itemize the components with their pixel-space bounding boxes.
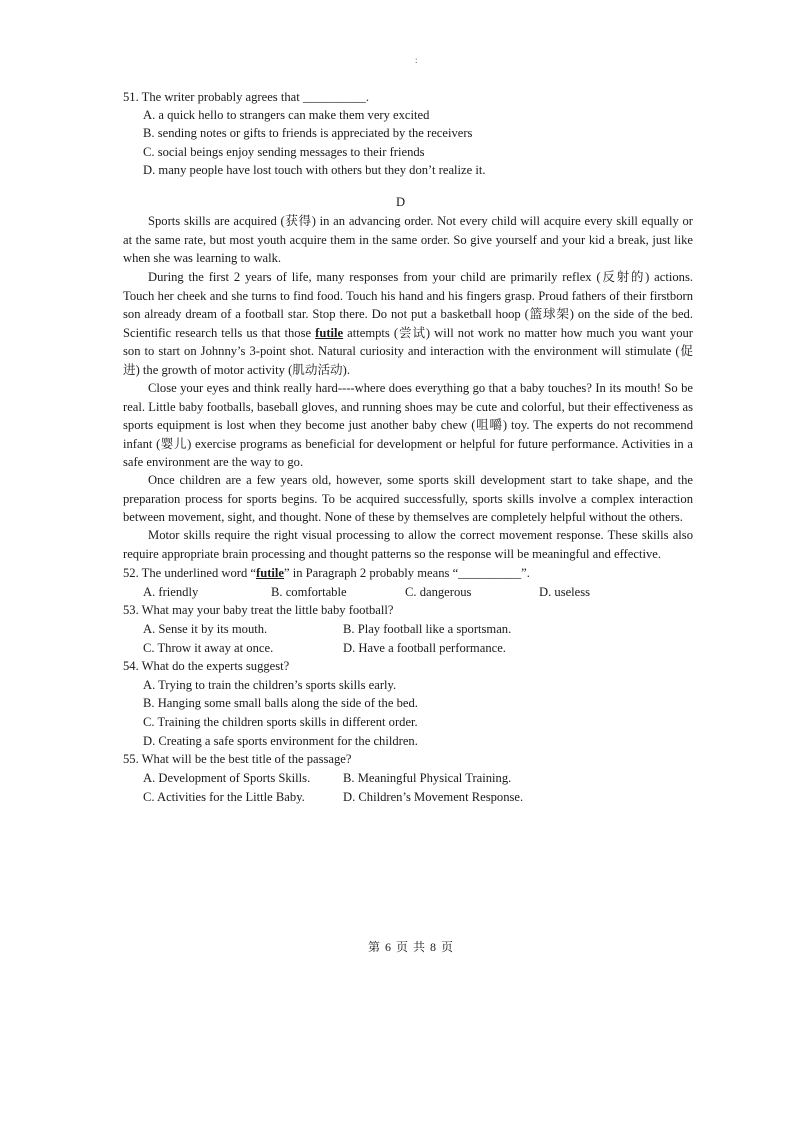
option-c: C. Training the children sports skills in different order. <box>143 715 418 729</box>
paragraph-4: Once children are a few years old, however, some sports skill development start to take shape, and the preparation process for sports begins. To be acquired successfully, sports skills involve a complex interaction between movement, sight, and thought. None of these by themselves are completely helpful without the others. <box>123 473 693 525</box>
stem-text: ” in Paragraph 2 probably means “__________”. <box>284 566 530 580</box>
scan-mark: : <box>415 55 418 65</box>
question-stem: 54. What do the experts suggest? <box>123 659 290 673</box>
paragraph-2 <box>123 268 693 380</box>
option-d: D. Children’s Movement Response. <box>343 790 524 804</box>
question-stem <box>123 565 530 581</box>
option-b: B. Play football like a sportsman. <box>343 622 512 636</box>
option-d: D. useless <box>539 585 591 599</box>
question-stem: 55. What will be the best title of the passage? <box>123 752 352 766</box>
question-stem: 53. What may your baby treat the little baby football? <box>123 603 394 617</box>
paragraph-5: Motor skills require the right visual processing to allow the correct movement response. These skills also require appropriate brain processing and thought patterns so the response will be meaningful and effective. <box>123 528 693 561</box>
section-heading: D <box>396 195 406 209</box>
option-a: A. a quick hello to strangers can make them very excited <box>143 108 430 122</box>
option-a: A. friendly <box>143 585 199 599</box>
option-b: B. Meaningful Physical Training. <box>343 771 512 785</box>
stem-text: 52. The underlined word “ <box>123 566 257 580</box>
option-c: C. Activities for the Little Baby. <box>143 790 305 804</box>
paragraph-text: attempts (尝试) will not work no matter how much you want your son to start on Johnny’s 3-point shot. Natural curiosity and interaction with the environment will stimulate (促进) the growth of motor activity (肌动活动). <box>123 325 694 377</box>
underlined-word: futile <box>256 566 284 580</box>
option-d: D. many people have lost touch with others but they don’t realize it. <box>143 163 486 177</box>
paragraph-3: Close your eyes and think really hard----where does everything go that a baby touches? In its mouth! So be real. Little baby footballs, baseball gloves, and running shoes may be cute and colorful, but their effectiveness as sports equipment is lost when they become just another baby chew (咀嚼) toy. The experts do not recommend infant (婴儿) exercise programs as beneficial for development or helpful for future performance. Activities in a safe environment are the way to go. <box>123 381 693 470</box>
option-c: C. Throw it away at once. <box>143 641 274 655</box>
option-a: A. Sense it by its mouth. <box>143 622 268 636</box>
option-a: A. Development of Sports Skills. <box>143 771 311 785</box>
option-b: B. sending notes or gifts to friends is appreciated by the receivers <box>143 126 473 140</box>
option-c: C. social beings enjoy sending messages to their friends <box>143 145 425 159</box>
option-b: B. comfortable <box>271 585 347 599</box>
paragraph-text: During the first 2 years of life, many responses from your child are primarily reflex (反射的) actions. Touch her cheek and she turns to find food. Touch his hand and his fingers grasp. Proud fathers of their firstborn son already dream of a football star. Stop there. Do not put a basketball hoop (篮球架) on the side of the bed. Scientific research tells us that those <box>123 270 693 340</box>
paragraph-1: Sports skills are acquired (获得) in an advancing order. Not every child will acquire every skill equally or at the same rate, but most youth acquire them in the same order. So give yourself and your kid a break, just like when she was learning to walk. <box>123 214 693 266</box>
question-stem: 51. The writer probably agrees that __________. <box>123 90 369 104</box>
option-a: A. Trying to train the children’s sports skills early. <box>143 678 397 692</box>
option-c: C. dangerous <box>405 585 472 599</box>
option-b: B. Hanging some small balls along the side of the bed. <box>143 696 418 710</box>
option-d: D. Have a football performance. <box>343 641 506 655</box>
page-footer: 第 6 页 共 8 页 <box>368 940 455 954</box>
option-d: D. Creating a safe sports environment for the children. <box>143 734 418 748</box>
underlined-word: futile <box>315 325 344 340</box>
